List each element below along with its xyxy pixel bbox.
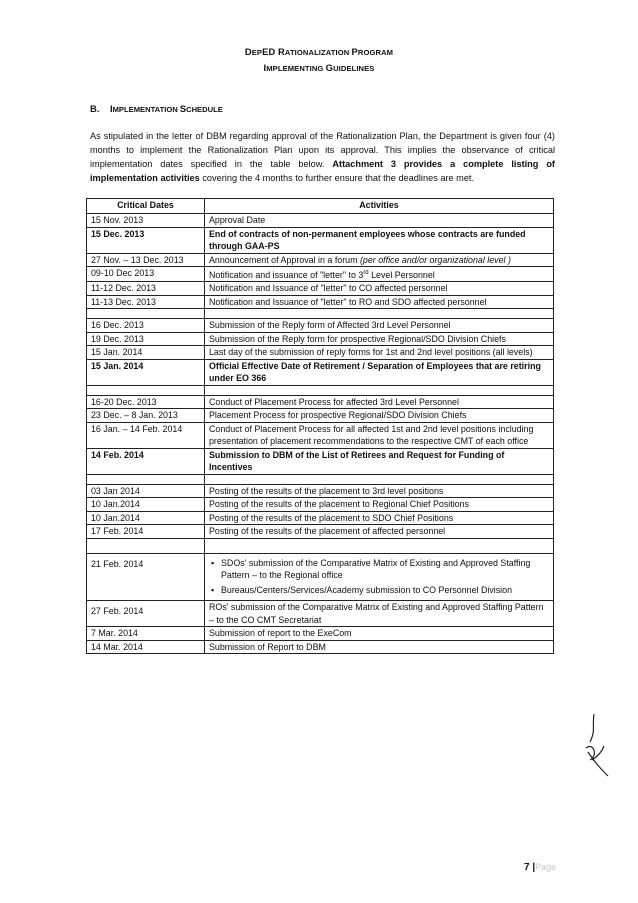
spacer-row <box>87 538 554 553</box>
table-row: 15 Jan. 2014 Official Effective Date of Retirement / Separation of Employees that are retiring under EO 366 <box>87 359 554 385</box>
table-row: 16 Dec. 2013 Submission of the Reply form of Affected 3rd Level Personnel <box>87 319 554 333</box>
page-header <box>0 44 638 76</box>
page-number: 7 |Page <box>524 862 557 873</box>
guidelines-title: IMPLEMENTING GUIDELINES <box>263 62 375 73</box>
table-row: 15 Nov. 2013 Approval Date <box>87 214 554 228</box>
spacer-row <box>87 474 554 484</box>
list-item: ▪ Bureaus/Centers/Services/Academy submission to CO Personnel Division <box>221 584 549 597</box>
table-row: 7 Mar. 2014 Submission of report to the ExeCom <box>87 627 554 641</box>
table-row: 10 Jan.2014 Posting of the results of the placement to Regional Chief Positions <box>87 498 554 512</box>
table-row: 15 Dec. 2013 End of contracts of non-permanent employees whose contracts are funded through GAA-PS <box>87 227 554 253</box>
table-row: 27 Feb. 2014 ROs' submission of the Comparative Matrix of Existing and Approved Staffing Pattern – to the CO CMT Secretariat <box>87 601 554 627</box>
table-row: 17 Feb. 2014 Posting of the results of the placement of affected personnel <box>87 525 554 539</box>
table-row: 23 Dec. – 8 Jan. 2013 Placement Process for prospective Regional/SDO Division Chiefs <box>87 409 554 423</box>
list-item: ▪ SDOs' submission of the Comparative Matrix of Existing and Approved Staffing Pattern – to the Regional office <box>221 557 549 582</box>
table-row: 14 Mar. 2014 Submission of Report to DBM <box>87 640 554 654</box>
table-row: 09-10 Dec 2013 Notification and issuance of "letter" to 3rd Level Personnel <box>87 267 554 282</box>
section-heading: B. IMPLEMENTATION SCHEDULE <box>90 103 223 114</box>
handwritten-initials-icon <box>580 712 610 782</box>
table-row: 27 Nov. – 13 Dec. 2013 Announcement of Approval in a forum (per office and/or organizational level ) <box>87 253 554 267</box>
table-row: 16-20 Dec. 2013 Conduct of Placement Process for affected 3rd Level Personnel <box>87 395 554 409</box>
section-number: B. <box>90 103 100 114</box>
spacer-row <box>87 309 554 319</box>
table-row: 10 Jan.2014 Posting of the results of the placement to SDO Chief Positions <box>87 511 554 525</box>
header-activities: Activities <box>205 199 554 214</box>
table-row: 21 Feb. 2014 ▪ SDOs' submission of the Comparative Matrix of Existing and Approved Staffing Pattern – to the Regional office ▪ Bureaus/Centers/Services/Academy submission to CO Personnel Division <box>87 553 554 601</box>
table-row: 14 Feb. 2014 Submission to DBM of the List of Retirees and Request for Funding of Incentives <box>87 448 554 474</box>
table-row: 16 Jan. – 14 Feb. 2014 Conduct of Placement Process for all affected 1st and 2nd level positions including presentation of placement recommendations to the respective CMT of each office <box>87 422 554 448</box>
table-row: 19 Dec. 2013 Submission of the Reply form for prospective Regional/SDO Division Chiefs <box>87 332 554 346</box>
spacer-row <box>87 385 554 395</box>
program-title: DEPED RATIONALIZATION PROGRAM <box>244 46 394 57</box>
table-row: 11-13 Dec. 2013 Notification and Issuance of "letter" to RO and SDO affected personnel <box>87 295 554 309</box>
schedule-table <box>86 198 554 654</box>
intro-paragraph: As stipulated in the letter of DBM regarding approval of the Rationalization Plan, the Department is given four (4) months to implement the Rationalization Plan upon its approval. This implies the observance of critical implementation dates specified in the table below. Attachment 3 provides a complete listing of implementation activities covering the 4 months to further ensure that the deadlines are met. <box>90 131 555 183</box>
table-row: 11-12 Dec. 2013 Notification and Issuance of "letter" to CO affected personnel <box>87 282 554 296</box>
table-row: 03 Jan 2014 Posting of the results of the placement to 3rd level positions <box>87 484 554 498</box>
table-header-row <box>87 199 554 214</box>
intro-bold: Attachment 3 provides a complete listing of implementation activities <box>90 159 555 183</box>
header-critical-dates: Critical Dates <box>87 199 205 214</box>
bullet-list <box>209 557 549 597</box>
table-row: 15 Jan. 2014 Last day of the submission of reply forms for 1st and 2nd level positions (all levels) <box>87 346 554 360</box>
